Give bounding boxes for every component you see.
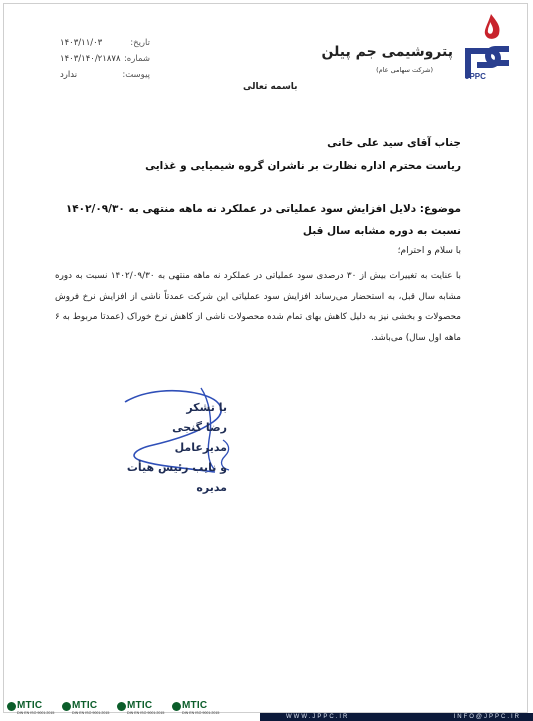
letter-meta	[60, 35, 150, 83]
signature-name: رضا گنجی	[172, 421, 227, 434]
recipient-name: جناب آقای سید علی خانی	[327, 137, 461, 149]
company-subtitle: (شرکت سهامی عام)	[376, 66, 433, 74]
globe-icon	[117, 702, 126, 711]
page-border	[3, 3, 528, 713]
attachment-row	[60, 67, 150, 83]
company-name: پتروشیمی جم پیلن	[321, 44, 453, 60]
globe-icon	[7, 702, 16, 711]
signature-text	[105, 398, 227, 498]
mtic-logo	[116, 699, 169, 719]
recipient-title: ریاست محترم اداره نظارت بر ناشران گروه شیمیایی و غذایی	[145, 160, 461, 172]
mtic-word: MTIC	[182, 700, 208, 711]
mtic-word: MTIC	[17, 700, 43, 711]
signature-thanks: با تشکر	[186, 401, 227, 414]
mtic-word: MTIC	[127, 700, 153, 711]
signature-position: مدیرعامل	[174, 441, 227, 454]
logo-text: JPPC	[465, 72, 486, 80]
attachment-label: پیوست:	[122, 70, 150, 80]
mtic-logo	[61, 699, 114, 719]
globe-icon	[62, 702, 71, 711]
number-label: شماره:	[123, 54, 150, 64]
signature-position-2: و نایب رئیس هیأت مدیره	[126, 461, 227, 494]
date-row	[60, 35, 150, 51]
number-row	[60, 51, 150, 67]
greeting: با سلام و احترام؛	[397, 246, 461, 256]
attachment-value: ندارد	[60, 70, 78, 80]
letter-subject: موضوع: دلایل افزایش سود عملیاتی در عملکرد نه ماهه منتهی به ۱۴۰۲/۰۹/۳۰ نسبت به دوره مشابه سال قبل	[65, 203, 461, 237]
mtic-sub: DIN EN ISO 9001:2015	[127, 711, 165, 715]
certification-logos	[6, 699, 224, 719]
mtic-logo	[6, 699, 59, 719]
company-logo	[457, 8, 517, 80]
footer-bar	[260, 713, 533, 721]
website-link[interactable]: WWW.JPPC.IR	[286, 714, 350, 720]
bismillah-heading: باسمه تعالی	[243, 82, 298, 92]
mtic-logo	[171, 699, 224, 719]
mtic-sub: DIN EN ISO 9001:2015	[72, 711, 110, 715]
mtic-sub: DIN EN ISO 9001:2015	[182, 711, 220, 715]
number-value: ۱۴۰۳/۱۴۰/۲۱۸۷۸	[60, 54, 121, 64]
mtic-word: MTIC	[72, 700, 98, 711]
globe-icon	[172, 702, 181, 711]
date-label: تاریخ:	[130, 38, 150, 48]
mtic-sub: DIN EN ISO 9001:2015	[17, 711, 55, 715]
date-value: ۱۴۰۳/۱۱/۰۳	[60, 38, 103, 48]
letter-body: با عنایت به تغییرات بیش از ۳۰ درصدی سود عملیاتی در عملکرد نه ماهه منتهی به ۱۴۰۲/۰۹/۳۰ نسبت به دوره مشابه سال قبل، به استحضار می‌رساند افزایش سود عملیاتی این شرکت عمدتاً ناشی از افزایش نرخ فروش محصولات و بخشی نیز به دلیل کاهش بهای تمام شده محصولات ناشی از کاهش نرخ خوراک (عمدتا مربوط به ۶ ماهه اول سال) می‌باشد.	[55, 271, 461, 343]
email-link[interactable]: INFO@JPPC.IR	[453, 714, 521, 720]
signature-block	[105, 380, 265, 494]
